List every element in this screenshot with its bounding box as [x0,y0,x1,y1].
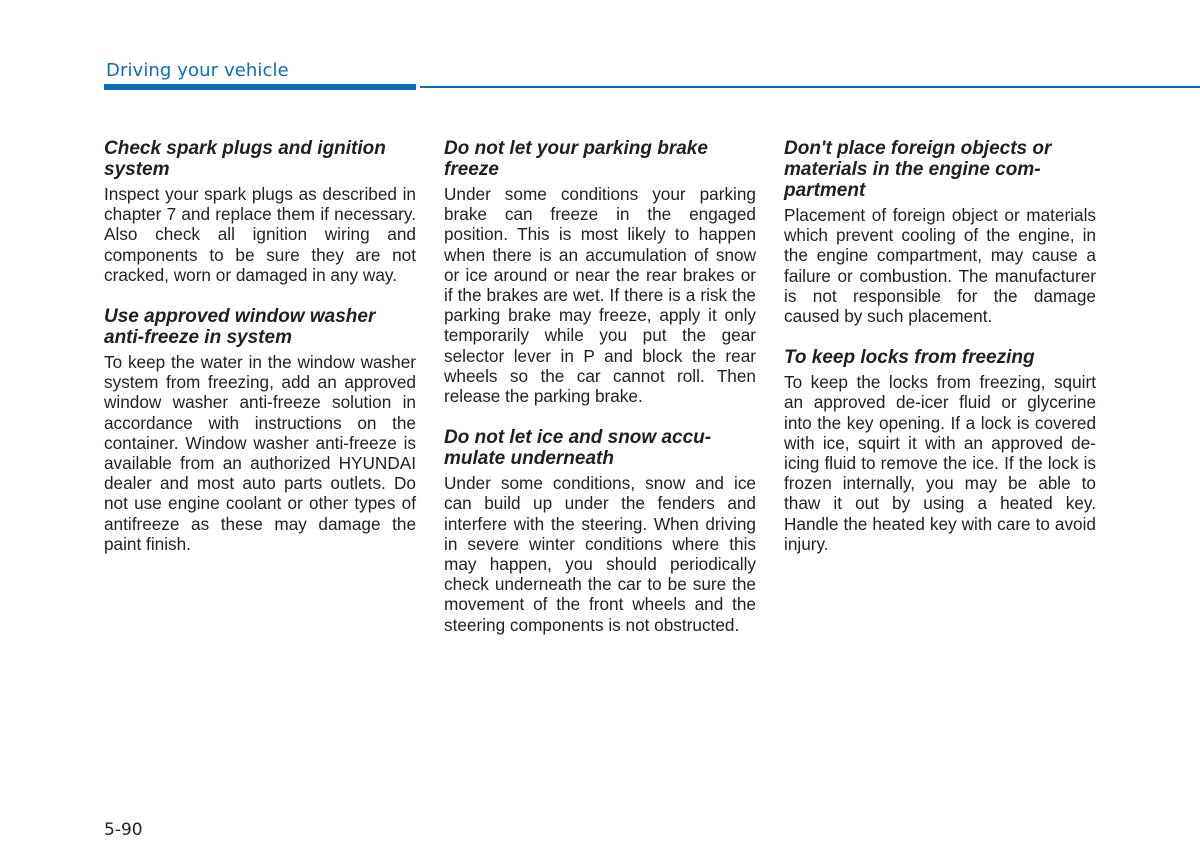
header-rule-thick [104,84,416,90]
header-rule-thin [420,86,1200,88]
section-washer-antifreeze [104,306,416,554]
section-heading: Do not let ice and snow accumulate underneath [444,427,712,470]
section-body: To keep the locks from freezing, squirt an approved de-icer fluid or glycerine into the key opening. If a lock is covered with ice, squirt it with an approved de-icing fluid to remove the ice. If the lock is frozen internally, you may be able to thaw it out by using a heated key. Handle the heated key with care to avoid injury. [784,372,1096,554]
section-body: Placement of foreign object or materials which prevent cooling of the engine, in the engine compartment, may cause a failure or combustion. The manufacturer is not responsible for the damage caused by such placement. [784,205,1096,327]
chapter-title: Driving your vehicle [106,60,289,81]
section-heading: Do not let your parking brake freeze [444,138,708,180]
column-middle [444,138,756,656]
page-number: 5-90 [104,820,143,840]
column-right [784,138,1096,575]
section-body: Under some conditions, snow and ice can build up under the fenders and interfere with the steering. When driving in severe winter conditions where this may happen, you should periodically check underneath the car to be sure the movement of the front wheels and the steering components is not obstructed. [444,473,756,635]
section-heading: Check spark plugs and ignition system [104,138,386,180]
section-heading: To keep locks from freezing [784,347,1035,369]
section-body: To keep the water in the window washer system from freezing, add an approved window washer anti-freeze solution in accordance with instructions on the container. Window washer anti-freeze is available from an authorized HYUNDAI dealer and most auto parts outlets. Do not use engine coolant or other types of antifreeze as these may damage the paint finish. [104,352,416,554]
section-heading: Don't place foreign objects or materials in the engine compartment [784,138,1052,201]
section-parking-brake [444,138,756,406]
column-left [104,138,416,575]
section-body: Inspect your spark plugs as described in chapter 7 and replace them if necessary. Also check all ignition wiring and components to be sure they are not cracked, worn or damaged in any way. [104,184,416,285]
section-foreign-objects [784,138,1096,326]
section-locks-freezing [784,347,1096,554]
section-spark-plugs [104,138,416,285]
section-heading: Use approved window washer anti-freeze in system [104,306,376,349]
section-ice-snow [444,427,756,635]
section-body: Under some conditions your parking brake can freeze in the engaged position. This is most likely to happen when there is an accumulation of snow or ice around or near the rear brakes or if the brakes are wet. If there is a risk the parking brake may freeze, apply it only temporarily while you put the gear selector lever in P and block the rear wheels so the car cannot roll. Then release the parking brake. [444,184,756,407]
